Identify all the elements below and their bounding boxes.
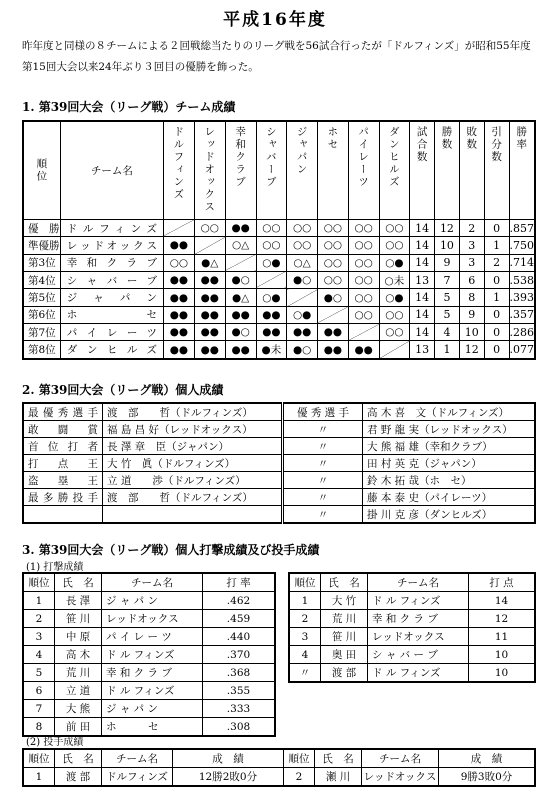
losses-cell: 6 (459, 271, 484, 288)
result-cell: ●● (194, 324, 225, 341)
draws-cell: 0 (484, 219, 509, 236)
team-cell: シ ャ バ ー ブ (368, 646, 469, 664)
wins-cell: 5 (435, 306, 460, 323)
name-cell: 高 木 (55, 646, 102, 664)
result-cell: ○○ (348, 219, 379, 236)
value-cell: 14 (469, 592, 536, 610)
award-title: 〃 (283, 506, 363, 524)
pct-cell: .286 (509, 324, 535, 341)
draws-cell: 0 (484, 306, 509, 323)
table-row (289, 628, 535, 646)
name-cell: 奥 田 (321, 646, 368, 664)
games-cell: 14 (410, 219, 435, 236)
award-title: 優 秀 選 手 (283, 403, 363, 421)
record-cell: 12勝2敗0分 (173, 768, 284, 787)
team-cell: ホ セ (102, 718, 203, 737)
name-cell: 長 澤 (55, 592, 102, 610)
name-cell: 荒 川 (321, 610, 368, 628)
awards-table (22, 402, 536, 524)
subheading-pitching: (2) 投手成績 (26, 737, 84, 748)
result-cell (287, 289, 318, 306)
name-cell: 中 原 (55, 628, 102, 646)
result-cell: ○○ (256, 237, 287, 254)
team-cell: パ イ レ ー ツ (102, 628, 203, 646)
result-cell: ○○ (348, 271, 379, 288)
value-cell: .459 (203, 610, 276, 628)
result-cell: ○△ (287, 254, 318, 271)
result-cell: ○○ (318, 254, 349, 271)
table-row (23, 628, 275, 646)
result-cell: ●○ (225, 324, 256, 341)
result-cell: ●● (194, 271, 225, 288)
result-cell: ○○ (379, 306, 410, 323)
result-cell: ●● (318, 324, 349, 341)
name-cell: 立 道 (55, 682, 102, 700)
standings-row (23, 341, 535, 359)
result-cell: ○● (379, 254, 410, 271)
column-header: チーム名 (362, 749, 439, 768)
table-row (23, 700, 275, 718)
result-cell: ●● (348, 341, 379, 359)
award-winner (103, 506, 283, 524)
value-cell: .440 (203, 628, 276, 646)
team-cell: ジ ャ パ ン (102, 700, 203, 718)
value-cell: 10 (469, 664, 536, 683)
result-cell: ●● (256, 306, 287, 323)
subheading-batting: (1) 打撃成績 (26, 562, 84, 573)
result-cell: ●● (164, 324, 195, 341)
column-header: 氏 名 (55, 573, 102, 592)
result-cell (225, 254, 256, 271)
games-cell: 13 (410, 271, 435, 288)
rank-cell: 1 (23, 592, 55, 610)
column-header: チーム名 (102, 573, 203, 592)
header-draws: 引分数 (490, 126, 503, 164)
table-row (289, 592, 535, 610)
intro-paragraph: 昨年度と同様の８チームによる２回戦総当たりのリーグ戦を56試合行ったが「ドルフィンズ」が昭和55年度第15回大会以来24年ぶり３回目の優勝を飾った。 (22, 40, 531, 73)
award-title: 〃 (283, 489, 363, 506)
team-cell: ド ル フィンズ (368, 664, 469, 683)
result-cell: ●● (194, 306, 225, 323)
rank-cell: 2 (289, 610, 321, 628)
standings-row (23, 237, 535, 254)
value-cell: .368 (203, 664, 276, 682)
team-cell: ジャパン (60, 289, 163, 306)
games-cell: 13 (410, 341, 435, 359)
table-row (289, 664, 535, 683)
rank-cell: 1 (23, 768, 55, 787)
result-cell: ○○ (194, 219, 225, 236)
section-heading-individual-awards: 2. 第39回大会（リーグ戦）個人成績 (22, 383, 224, 397)
award-winner: 高 木 喜 文（ドルフィンズ） (363, 403, 536, 421)
rank-cell: 優 勝 (23, 219, 60, 236)
award-title: 盗 塁 王 (23, 472, 103, 489)
result-cell: ○○ (256, 219, 287, 236)
award-row (23, 438, 535, 455)
team-cell: ドルフィンズ (60, 219, 163, 236)
award-row (23, 489, 535, 506)
rank-cell: 第4位 (23, 271, 60, 288)
result-cell: ○○ (287, 219, 318, 236)
pct-cell: .857 (509, 219, 535, 236)
rbi-table (288, 572, 536, 683)
result-cell: ○○ (318, 271, 349, 288)
result-cell: ○未 (379, 271, 410, 288)
award-title (23, 506, 103, 524)
team-cell: ダンヒルズ (60, 341, 163, 359)
header-team: チーム名 (60, 121, 163, 219)
award-winner: 君 野 龍 実（レッドオックス） (363, 421, 536, 438)
pitching-table (22, 748, 536, 787)
games-cell: 14 (410, 237, 435, 254)
award-winner: 鈴 木 拓 哉（ホ セ） (363, 472, 536, 489)
award-winner: 大 竹 眞（ドルフィンズ） (103, 455, 283, 472)
award-title: 〃 (283, 472, 363, 489)
rank-cell: 4 (289, 646, 321, 664)
losses-cell: 10 (459, 324, 484, 341)
value-cell: .308 (203, 718, 276, 737)
rank-cell: 第5位 (23, 289, 60, 306)
wins-cell: 1 (435, 341, 460, 359)
award-title: 最多勝投手 (23, 489, 103, 506)
name-cell: 荒 川 (55, 664, 102, 682)
pct-cell: .714 (509, 254, 535, 271)
pct-cell: .077 (509, 341, 535, 359)
award-title: 〃 (283, 455, 363, 472)
award-row (23, 403, 535, 421)
table-header-row (289, 573, 535, 592)
result-cell (194, 237, 225, 254)
header-team-7: ダンヒルズ (387, 126, 400, 189)
standings-table (22, 120, 536, 360)
rank-cell: 〃 (289, 664, 321, 683)
rank-cell: 1 (289, 592, 321, 610)
column-header: 順位 (23, 749, 55, 768)
batting-table (22, 572, 276, 737)
standings-row (23, 219, 535, 236)
award-winner: 渡 部 哲（ドルフィンズ） (103, 489, 283, 506)
award-winner: 藤 本 泰 史（パイレーツ） (363, 489, 536, 506)
award-title: 〃 (283, 438, 363, 455)
header-team-5: ホセ (326, 126, 339, 151)
award-title: 首位打者 (23, 438, 103, 455)
value-cell: 11 (469, 628, 536, 646)
header-rank: 順位 (23, 121, 60, 219)
result-cell (164, 219, 195, 236)
standings-row (23, 271, 535, 288)
team-cell: レッドオックス (368, 628, 469, 646)
team-cell: ジ ャ パ ン (102, 592, 203, 610)
team-cell: シャバーブ (60, 271, 163, 288)
result-cell: ○● (256, 254, 287, 271)
team-cell: 幸 和 ク ラ ブ (102, 664, 203, 682)
rank-cell: 6 (23, 682, 55, 700)
page-title: 平成16年度 (223, 10, 327, 30)
result-cell: ●● (225, 306, 256, 323)
result-cell: ○● (379, 289, 410, 306)
games-cell: 14 (410, 254, 435, 271)
result-cell: ●● (164, 237, 195, 254)
award-row (23, 455, 535, 472)
draws-cell: 0 (484, 341, 509, 359)
losses-cell: 8 (459, 289, 484, 306)
losses-cell: 9 (459, 306, 484, 323)
result-cell: ●未 (256, 341, 287, 359)
rank-cell: 第8位 (23, 341, 60, 359)
losses-cell: 3 (459, 237, 484, 254)
section-heading-team-results: 1. 第39回大会（リーグ戦）チーム成績 (22, 100, 236, 114)
pct-cell: .393 (509, 289, 535, 306)
table-row (23, 646, 275, 664)
result-cell: ○● (287, 306, 318, 323)
losses-cell: 3 (459, 254, 484, 271)
column-header: 打 率 (203, 573, 276, 592)
result-cell: ○● (256, 289, 287, 306)
result-cell: ●● (194, 341, 225, 359)
games-cell: 14 (410, 306, 435, 323)
record-cell: 9勝3敗0分 (439, 768, 536, 787)
rank-cell: 5 (23, 664, 55, 682)
result-cell: ●○ (287, 271, 318, 288)
wins-cell: 12 (435, 219, 460, 236)
section-heading-batting-pitching: 3. 第39回大会（リーグ戦）個人打撃成績及び投手成績 (22, 543, 320, 557)
draws-cell: 0 (484, 324, 509, 341)
result-cell: ●○ (225, 271, 256, 288)
rank-cell: 3 (289, 628, 321, 646)
name-cell: 笹 川 (55, 610, 102, 628)
award-title: 敢 闘 賞 (23, 421, 103, 438)
wins-cell: 7 (435, 271, 460, 288)
rank-cell: 8 (23, 718, 55, 737)
standings-row (23, 254, 535, 271)
result-cell: ●● (225, 219, 256, 236)
award-winner: 大 熊 福 雄（幸和クラブ） (363, 438, 536, 455)
wins-cell: 10 (435, 237, 460, 254)
pct-cell: .357 (509, 306, 535, 323)
games-cell: 14 (410, 289, 435, 306)
rank-cell: 準優勝 (23, 237, 60, 254)
award-row (23, 506, 535, 524)
header-games: 試合数 (415, 126, 428, 164)
award-winner: 立 道 渉（ドルフィンズ） (103, 472, 283, 489)
draws-cell: 1 (484, 237, 509, 254)
result-cell: ●△ (225, 289, 256, 306)
result-cell: ●○ (318, 289, 349, 306)
table-row (23, 664, 275, 682)
award-winner: 長 澤 章 臣（ジャパン） (103, 438, 283, 455)
team-cell: レッドオックス (362, 768, 439, 787)
column-header: 氏 名 (321, 573, 368, 592)
name-cell: 瀬 川 (315, 768, 362, 787)
award-title: 打 点 王 (23, 455, 103, 472)
value-cell: .333 (203, 700, 276, 718)
result-cell: ●△ (194, 254, 225, 271)
rank-cell: 2 (23, 610, 55, 628)
result-cell: ○○ (348, 306, 379, 323)
result-cell (318, 306, 349, 323)
column-header: 氏 名 (55, 749, 102, 768)
header-team-2: 幸和クラブ (234, 126, 247, 189)
table-row (289, 610, 535, 628)
losses-cell: 2 (459, 219, 484, 236)
header-team-4: ジャパン (295, 126, 308, 176)
rank-cell: 3 (23, 628, 55, 646)
result-cell: ○○ (318, 219, 349, 236)
column-header: 順位 (289, 573, 321, 592)
award-winner: 福 島 昌 好（レッドオックス） (103, 421, 283, 438)
result-cell: ○○ (379, 219, 410, 236)
value-cell: 10 (469, 646, 536, 664)
value-cell: 12 (469, 610, 536, 628)
team-cell: パイレーツ (60, 324, 163, 341)
column-header: チーム名 (368, 573, 469, 592)
header-team-6: パイレーツ (357, 126, 370, 189)
column-header: 打 点 (469, 573, 536, 592)
name-cell: 大 竹 (321, 592, 368, 610)
rank-cell: 2 (284, 768, 315, 787)
value-cell: .462 (203, 592, 276, 610)
award-row (23, 472, 535, 489)
name-cell: 前 田 (55, 718, 102, 737)
standings-row (23, 289, 535, 306)
result-cell: ○○ (379, 324, 410, 341)
draws-cell: 2 (484, 254, 509, 271)
result-cell: ●● (164, 306, 195, 323)
pct-cell: .750 (509, 237, 535, 254)
wins-cell: 9 (435, 254, 460, 271)
team-cell: ド ル フィンズ (102, 646, 203, 664)
result-cell: ○△ (225, 237, 256, 254)
rank-cell: 第6位 (23, 306, 60, 323)
rank-cell: 第3位 (23, 254, 60, 271)
table-row (23, 682, 275, 700)
result-cell (256, 271, 287, 288)
draws-cell: 1 (484, 289, 509, 306)
table-row (23, 768, 535, 787)
team-cell: ド ル フィンズ (368, 592, 469, 610)
name-cell: 渡 部 (321, 664, 368, 683)
table-row (289, 646, 535, 664)
column-header: 順位 (284, 749, 315, 768)
column-header: 順位 (23, 573, 55, 592)
team-cell: ド ル フィンズ (102, 682, 203, 700)
header-wins: 勝数 (440, 126, 453, 151)
team-cell: ホセ (60, 306, 163, 323)
name-cell: 渡 部 (55, 768, 102, 787)
result-cell: ○○ (348, 254, 379, 271)
award-row (23, 421, 535, 438)
pct-cell: .538 (509, 271, 535, 288)
column-header: チーム名 (102, 749, 173, 768)
result-cell: ●● (256, 324, 287, 341)
result-cell: ●● (164, 341, 195, 359)
result-cell (379, 341, 410, 359)
wins-cell: 5 (435, 289, 460, 306)
result-cell: ○○ (287, 237, 318, 254)
award-winner: 渡 部 哲（ドルフィンズ） (103, 403, 283, 421)
team-cell: 幸和クラブ (60, 254, 163, 271)
result-cell: ●● (194, 289, 225, 306)
value-cell: .355 (203, 682, 276, 700)
result-cell: ●● (287, 324, 318, 341)
team-cell: ドルフィンズ (102, 768, 173, 787)
award-winner: 田 村 英 克（ジャパン） (363, 455, 536, 472)
rank-cell: 4 (23, 646, 55, 664)
award-title: 最優秀選手 (23, 403, 103, 421)
result-cell: ○○ (164, 254, 195, 271)
name-cell: 笹 川 (321, 628, 368, 646)
header-team-3: シャバーブ (264, 126, 277, 189)
value-cell: .370 (203, 646, 276, 664)
games-cell: 14 (410, 324, 435, 341)
header-pct: 勝率 (515, 126, 528, 151)
result-cell: ○○ (348, 237, 379, 254)
header-team-1: レッドオックス (203, 126, 216, 214)
table-row (23, 610, 275, 628)
losses-cell: 12 (459, 341, 484, 359)
column-header: 成 績 (173, 749, 284, 768)
header-team-0: ドルフィンズ (172, 126, 185, 201)
team-cell: レッドオックス (102, 610, 203, 628)
header-losses: 敗数 (465, 126, 478, 151)
standings-row (23, 306, 535, 323)
result-cell: ○○ (318, 237, 349, 254)
column-header: 氏 名 (315, 749, 362, 768)
result-cell: ●● (318, 341, 349, 359)
team-cell: レッドオックス (60, 237, 163, 254)
column-header: 成 績 (439, 749, 536, 768)
result-cell: ●● (225, 341, 256, 359)
result-cell: ●● (164, 271, 195, 288)
draws-cell: 0 (484, 271, 509, 288)
award-title: 〃 (283, 421, 363, 438)
result-cell (348, 324, 379, 341)
table-header-row (23, 573, 275, 592)
rank-cell: 第7位 (23, 324, 60, 341)
table-header-row (23, 749, 535, 768)
rank-cell: 7 (23, 700, 55, 718)
result-cell: ○○ (348, 289, 379, 306)
award-winner: 掛 川 克 彦（ダンヒルズ） (363, 506, 536, 524)
name-cell: 大 熊 (55, 700, 102, 718)
team-cell: 幸 和 ク ラ ブ (368, 610, 469, 628)
wins-cell: 4 (435, 324, 460, 341)
table-row (23, 592, 275, 610)
result-cell: ●○ (287, 341, 318, 359)
result-cell: ○○ (379, 237, 410, 254)
result-cell: ●● (164, 289, 195, 306)
standings-row (23, 324, 535, 341)
